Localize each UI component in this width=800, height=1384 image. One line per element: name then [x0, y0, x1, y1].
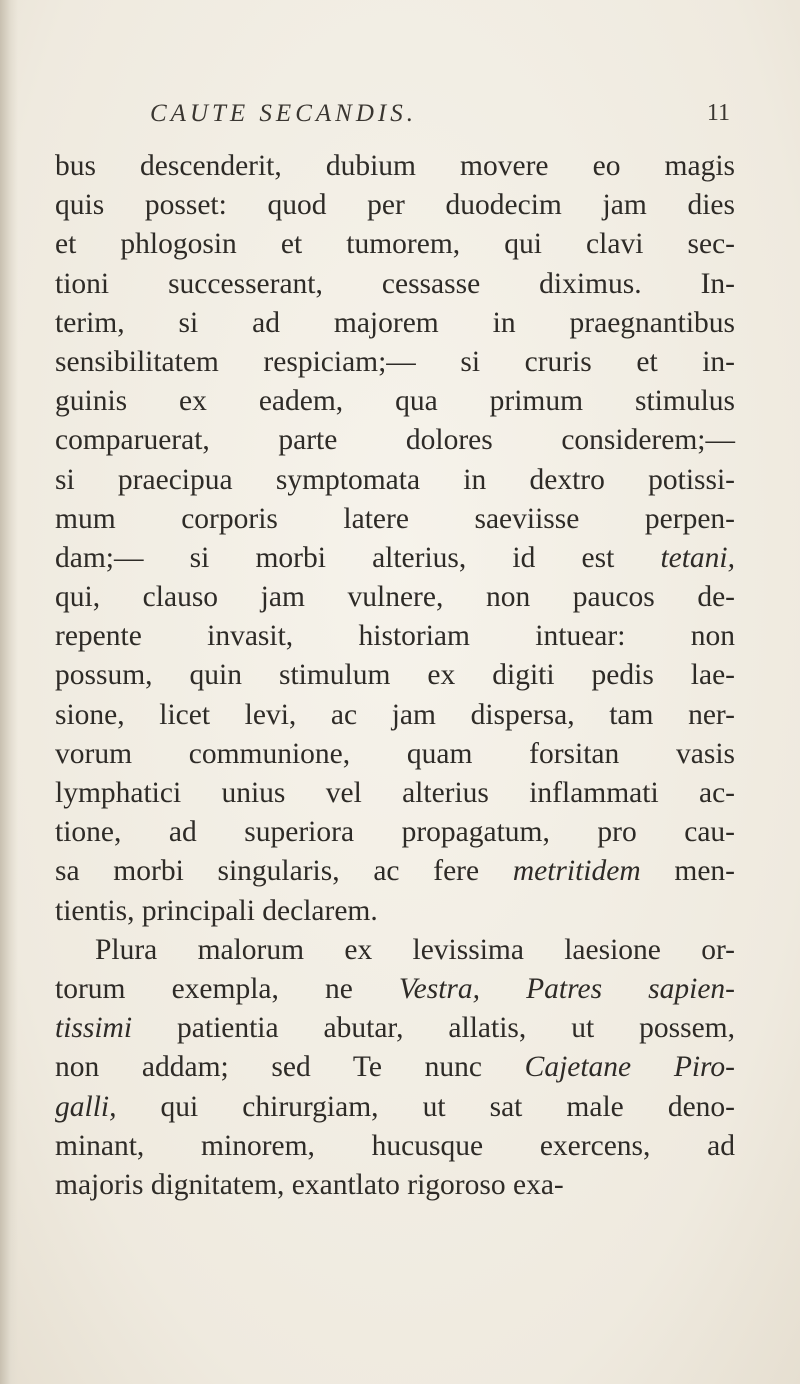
- text-segment: tione, ad superiora propagatum, pro cau-: [55, 816, 735, 849]
- text-line: [55, 304, 735, 343]
- body-text: [55, 147, 735, 1205]
- italic-segment: Cajetane Piro-: [524, 1051, 735, 1084]
- text-line: [55, 1088, 735, 1127]
- text-segment: terim, si ad majorem in praegnantibus: [55, 306, 735, 339]
- text-line: [55, 1166, 735, 1205]
- text-segment: bus descenderit, dubium movere eo magis: [55, 150, 735, 182]
- text-segment: non addam; sed Te nunc: [55, 1051, 525, 1084]
- text-line: [55, 1048, 735, 1087]
- text-line: [55, 147, 735, 186]
- running-head-title: CAUTE SECANDIS.: [150, 100, 417, 127]
- text-line: [55, 225, 735, 264]
- text-segment: sensibilitatem respiciam;— si cruris et in-: [55, 345, 735, 378]
- text-segment: guinis ex eadem, qua primum stimulus: [55, 385, 735, 418]
- text-line: [55, 813, 735, 852]
- text-line: [55, 186, 735, 225]
- text-line: [55, 500, 735, 539]
- text-line: [55, 539, 735, 578]
- text-line: [55, 970, 735, 1009]
- text-line: [55, 617, 735, 656]
- text-line: [55, 578, 735, 617]
- text-line: [55, 265, 735, 304]
- text-segment: torum exempla, ne: [55, 972, 399, 1005]
- text-line: [55, 1009, 735, 1048]
- binding-gutter: [0, 0, 18, 1384]
- text-line: [55, 343, 735, 382]
- text-line: [55, 931, 735, 970]
- running-head: [150, 100, 750, 132]
- text-segment: dam;— si morbi alterius, id est: [55, 541, 661, 574]
- text-line: [55, 774, 735, 813]
- text-line: [55, 421, 735, 460]
- text-segment: quis posset: quod per duodecim jam dies: [55, 189, 735, 222]
- text-segment: sa morbi singularis, ac fere: [55, 855, 513, 888]
- text-line: [55, 1127, 735, 1166]
- italic-segment: galli,: [55, 1090, 117, 1123]
- text-segment: majoris dignitatem, exantlato rigoroso exa-: [55, 1168, 564, 1201]
- text-line: [55, 852, 735, 891]
- text-line: [55, 461, 735, 500]
- text-segment: vorum communione, quam forsitan vasis: [55, 737, 735, 770]
- text-line: [55, 656, 735, 695]
- text-segment: Plura malorum ex levissima laesione or-: [95, 933, 735, 966]
- italic-segment: metritidem: [512, 855, 641, 888]
- text-segment: et phlogosin et tumorem, qui clavi sec-: [55, 228, 735, 261]
- text-segment: comparuerat, parte dolores considerem;—: [55, 424, 735, 457]
- text-segment: patientia abutar, allatis, ut possem,: [132, 1012, 735, 1045]
- text-segment: men-: [640, 855, 735, 888]
- text-line: [55, 735, 735, 774]
- text-segment: minant, minorem, hucusque exercens, ad: [55, 1129, 735, 1162]
- italic-segment: tissimi: [55, 1012, 133, 1045]
- text-line: [55, 382, 735, 421]
- text-segment: tientis, principali declarem.: [55, 894, 378, 927]
- text-line: [55, 696, 735, 735]
- text-line: [55, 892, 735, 931]
- text-segment: possum, quin stimulum ex digiti pedis lae-: [55, 659, 735, 692]
- text-segment: qui chirurgiam, ut sat male deno-: [116, 1090, 735, 1123]
- text-segment: qui, clauso jam vulnere, non paucos de-: [55, 581, 735, 614]
- page-number: 11: [706, 100, 730, 126]
- italic-segment: Vestra, Patres sapien-: [398, 972, 735, 1005]
- text-segment: sione, licet levi, ac jam dispersa, tam ner-: [55, 698, 735, 731]
- italic-segment: tetani,: [660, 541, 735, 574]
- text-segment: mum corporis latere saeviisse perpen-: [55, 502, 735, 535]
- text-segment: repente invasit, historiam intuear: non: [55, 620, 735, 653]
- text-segment: tioni successerant, cessasse diximus. In-: [55, 267, 735, 300]
- text-segment: si praecipua symptomata in dextro potissi-: [55, 463, 735, 496]
- text-segment: lymphatici unius vel alterius inflammati ac-: [55, 777, 735, 809]
